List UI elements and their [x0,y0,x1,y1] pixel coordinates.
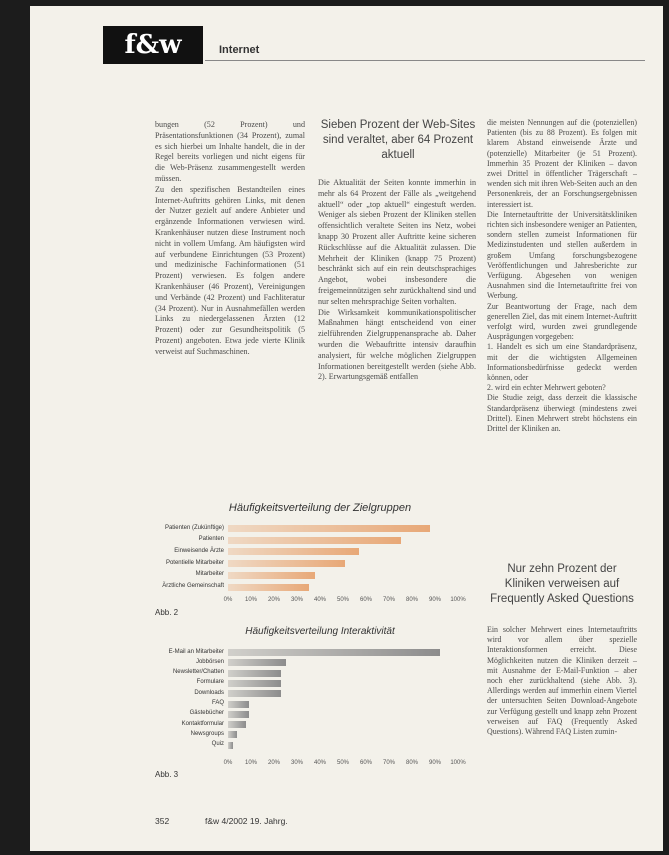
section-title: Internet [219,44,260,56]
bar [228,680,281,687]
column-right-lower [487,625,637,737]
paragraph: bungen (52 Prozent) und Präsentationsfunktionen (34 Prozent), zumal es sich hierbei um Inhalte handelt, die in der Regel bereits vorliegen und nicht eigens für die Web-Präsenz zusammengestellt werden müssen. [155,120,305,183]
bar [228,670,281,677]
category-label: Ärztliche Gemeinschaft [162,583,224,589]
figure-caption: Abb. 2 [155,608,179,617]
bar [228,572,315,579]
bar [228,659,286,666]
category-label: FAQ [211,700,224,706]
category-label: Quiz [211,741,224,748]
category-label: Mitarbeiter [195,571,224,578]
tick-label: 60% [359,760,373,766]
header-rule [205,60,645,61]
category-label: Kontaktformular [181,720,224,727]
tick-label: 50% [336,760,350,766]
tick-label: 30% [290,760,304,766]
tick-label: 70% [382,760,396,766]
paragraph: Zu den spezifischen Bestandteilen eines Internet-Auftritts gehören Links, mit denen der Nutzer gezielt auf andere Anbieter und ergänzende Informationen verwiesen wird. Krankenhäuser nutzen diese Instrument noch nicht in vollem Umfang. Am häufigsten wird auf verbundene Einrichtungen (53 Prozent) und medizinische Fachinformationen (51 Prozent) verwiesen. Es folgen andere Krankenhäuser (46 Prozent), Vereinigungen und Verbände (42 Prozent) und Fachliteratur (34 Prozent). Nur in Ausnahmefällen werden Links zu niedergelassenen Ärzten (12 Prozent) oder zur Gesundheitspolitik (5 Prozent) angeboten. Etwa jede vierte Klinik verweist auf Suchmaschinen. [155,184,305,356]
category-label: Einweisende Ärzte [174,547,224,554]
tick-label: 40% [313,597,327,603]
column-right [487,118,637,434]
bar [228,711,249,718]
tick-label: 60% [359,597,373,603]
right-heading: Nur zehn Prozent der Kliniken verweisen auf Frequently Asked Questions [490,563,634,605]
figure-caption: Abb. 3 [155,770,179,779]
category-label: Patienten [198,536,224,543]
tick-label: 30% [290,597,304,603]
tick-label: 10% [244,760,258,766]
column-middle [318,178,476,383]
category-label: Jobbörsen [195,658,224,665]
paragraph: 1. Handelt es sich um eine Standardpräsenz, mit der die wichtigsten Allgemeinen Informationsbedürfnisse gedeckt werden können, oder [487,342,637,383]
tick-label: 80% [405,760,419,766]
category-label: Newsletter/Chatten [172,669,224,676]
paragraph: Ein solcher Mehrwert eines Internetauftritts wird vor allem über spezielle Interaktionsformen erreicht. Diese Möglichkeiten nutzen die Kliniken derzeit – mit Ausnahme der E-Mail-Funktion – aber noch eher zurückhaltend (siehe Abb. 3). Allerdings werden auf immerhin einem Viertel der untersuchten Seiten Download-Angebote zur Verfügung gestellt und knapp zehn Prozent verweisen auf FAQ (Frequently Asked Questions). Während FAQ Listen zumin- [487,625,637,737]
bar [228,731,237,738]
category-label: Gästebücher [189,710,224,717]
category-label: E-Mail an Mitarbeiter [168,648,224,655]
page-number: 352 [155,816,170,826]
tick-label: 90% [428,760,442,766]
paragraph: 2. wird ein echter Mehrwert geboten? [487,383,606,393]
journal-issue: f&w 4/2002 19. Jahrg. [205,816,288,826]
tick-label: 80% [405,597,419,603]
tick-label: 50% [336,597,350,603]
tick-label: 90% [428,597,442,603]
journal-logo: f&w [103,26,203,64]
tick-label: 0% [223,760,233,766]
bar [228,560,345,567]
column-left [155,120,305,358]
paragraph: die meisten Nennungen auf die (potenziellen) Patienten (bis zu 88 Prozent). Es folgen mit klarem Abstand einweisende Ärzte und (potenzielle) Mitarbeiter (je 51 Prozent). Immerhin 35 Prozent der Kliniken – davon zwei Drittel in öffentlicher Trägerschaft – wenden sich mit ihren Web-Seiten auch an den Personenkreis, der an Forschungsergebnissen interessiert ist. [487,118,637,209]
paragraph: Zur Beantwortung der Frage, nach dem generellen Ziel, das mit einem Internet-Auftritt verfolgt wird, wurden zwei grundlegende Ausprägungen vorgegeben: [487,301,637,342]
paragraph: Die Aktualität der Seiten konnte immerhin in mehr als 64 Prozent der Fälle als „weitgehend aktuell“ oder „top aktuell“ eingestuft werden. Weniger als sieben Prozent der Kliniken stellen offensichtlich veraltete Seiten ins Netz, wobei knapp 30 Prozent aller Auftritte keine sicheren Rückschlüsse auf die Aktualität zulassen. Die Mehrheit der Kliniken (knapp 75 Prozent) beschränkt sich auf ein rein deutschsprachiges Angebot, wobei insbesondere die freigemeinnützigen sehr zurückhaltend sind und nur selten mehrsprachige Seiten vorhalten. [318,178,476,306]
bar [228,649,440,656]
chart-title: Häufigkeitsverteilung der Zielgruppen [228,502,412,514]
tick-label: 10% [244,597,258,603]
tick-label: 0% [223,597,233,603]
paragraph: Die Wirksamkeit kommunikationspolitischer Maßnahmen hängt entscheidend von einer zielführenden Zielgruppenansprache ab. Daher wurden die Webauftritte intensiv daraufhin analysiert, für welche möglichen Zielgruppen Informationen bereitgestellt werden (siehe Abb. 2). Erwartungsgemäß entfallen [318,307,476,382]
paragraph: Die Studie zeigt, dass derzeit die klassische Standardpräsenz überwiegt (mindestens zwei Drittel). Einen Mehrwert strebt höchstens ein Drittel der Kliniken an. [487,393,637,434]
bar [228,548,359,555]
tick-label: 40% [313,760,327,766]
bar [228,584,309,591]
bar [228,537,401,544]
tick-label: 20% [267,597,281,603]
tick-label: 70% [382,597,396,603]
chart-title: Häufigkeitsverteilung Interaktivität [245,626,395,637]
category-label: Potentielle Mitarbeiter [165,559,224,566]
bar [228,721,246,728]
tick-label: 20% [267,760,281,766]
category-label: Newsgroups [190,730,224,737]
tick-label: 100% [450,597,466,603]
bar [228,701,249,708]
bar [228,742,233,749]
bar [228,525,430,532]
mid-heading: Sieben Prozent der Web-Sites sind veraltet, aber 64 Prozent aktuell [320,119,476,161]
category-label: Downloads [194,689,224,696]
tick-label: 100% [450,760,466,766]
category-label: Patienten (Zukünftige) [164,524,224,531]
category-label: Formulare [196,679,224,686]
paragraph: Die Internetauftritte der Universitätskliniken richten sich insbesondere weniger an Patienten, sondern stellen zumeist Informationen für Medizinstudenten und stellen außerdem in großem Umfang forschungsbezogene Veröffentlichungen und Jahresberichte zur Verfügung. Abgesehen von wenigen Ausnahmen sind die Internetauftritte frei von Werbung. [487,209,637,301]
bar [228,690,281,697]
